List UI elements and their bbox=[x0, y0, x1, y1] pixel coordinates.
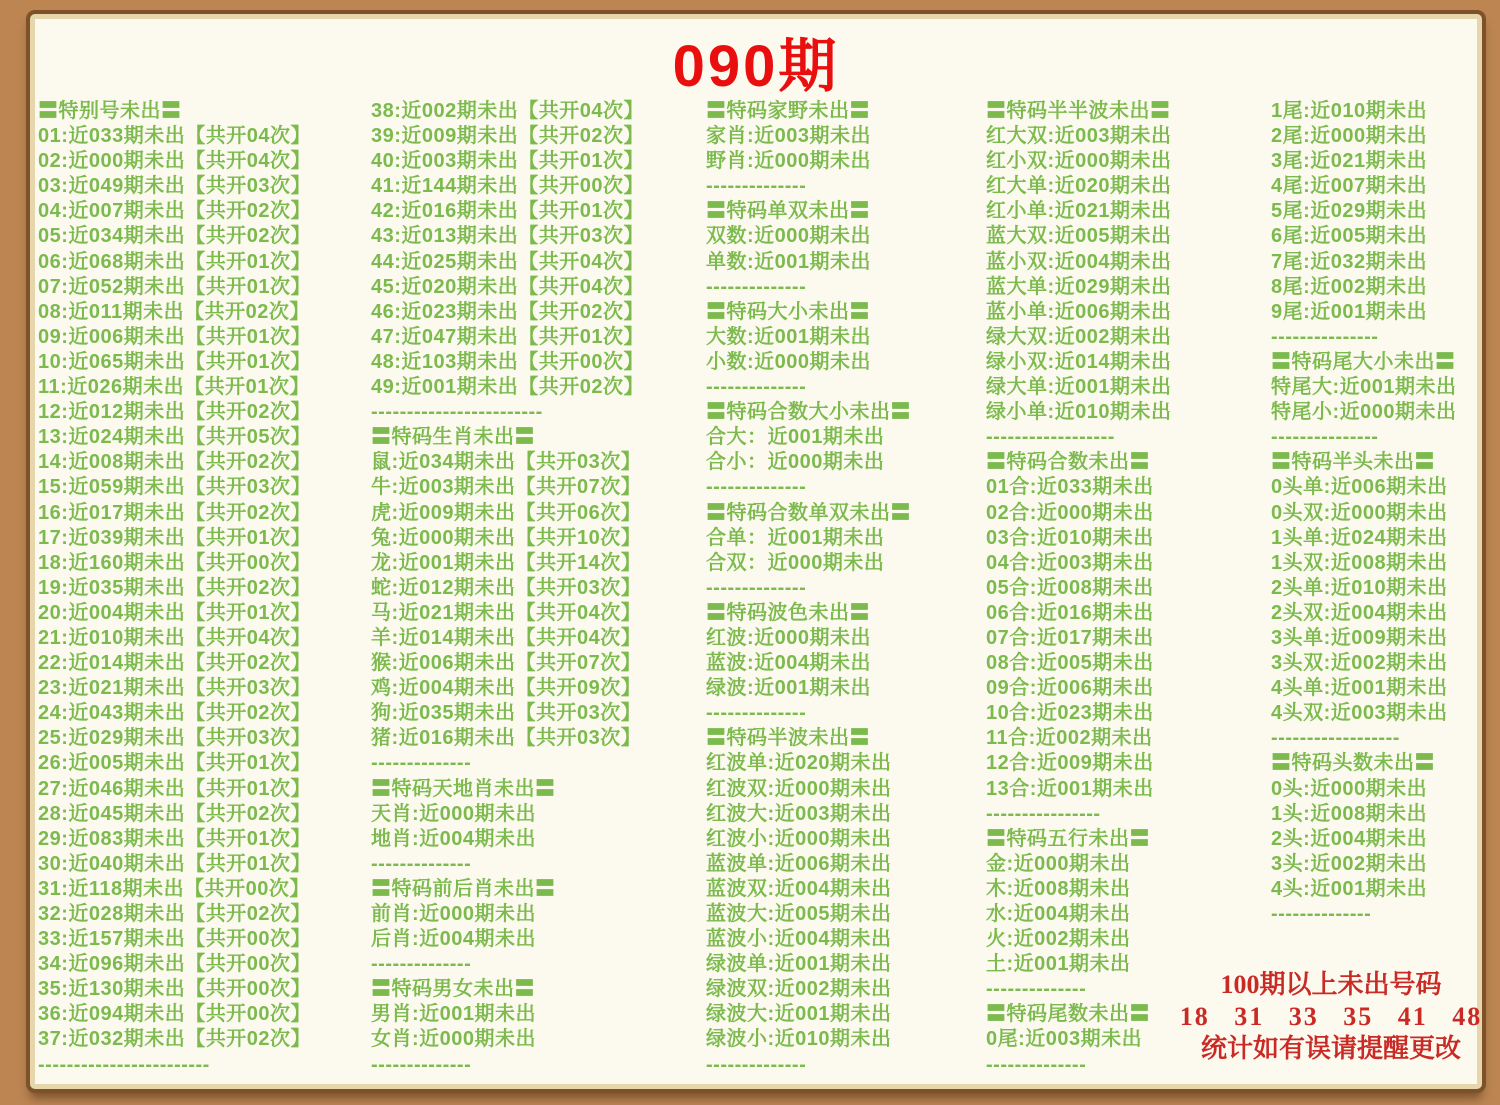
stat-line: -------------- bbox=[706, 275, 807, 298]
stat-line: 2头单:近010期未出 bbox=[1271, 576, 1448, 599]
stat-line: 龙:近001期未出【共开14次】 bbox=[371, 551, 642, 574]
stat-line: 〓特码半头未出〓 bbox=[1271, 451, 1435, 474]
stat-line: 1尾:近010期未出 bbox=[1271, 100, 1428, 122]
stat-line: 虎:近009期未出【共开06次】 bbox=[371, 501, 642, 524]
stat-line: 39:近009期未出【共开02次】 bbox=[371, 125, 645, 148]
framed-board bbox=[30, 14, 1482, 1089]
stat-line: 01合:近033期未出 bbox=[986, 476, 1154, 499]
stat-line: 06:近068期未出【共开01次】 bbox=[38, 250, 312, 273]
stat-line: 绿大单:近001期未出 bbox=[986, 376, 1172, 399]
stat-line: 〓特码男女未出〓 bbox=[371, 978, 535, 1001]
stat-line: 09合:近006期未出 bbox=[986, 677, 1154, 700]
stat-line: 01:近033期未出【共开04次】 bbox=[38, 125, 312, 148]
stat-line: 野肖:近000期未出 bbox=[706, 150, 872, 173]
stat-line: 天肖:近000期未出 bbox=[371, 802, 537, 825]
stat-line: 26:近005期未出【共开01次】 bbox=[38, 752, 312, 775]
stat-line: 7尾:近032期未出 bbox=[1271, 250, 1428, 273]
stat-line: 合双：近000期未出 bbox=[706, 551, 885, 574]
stat-line: 1头双:近008期未出 bbox=[1271, 551, 1448, 574]
stat-line: -------------- bbox=[986, 978, 1087, 1001]
stat-line: 06合:近016期未出 bbox=[986, 601, 1154, 624]
stat-line: 后肖:近004期未出 bbox=[371, 928, 537, 951]
stat-line: 14:近008期未出【共开02次】 bbox=[38, 451, 312, 474]
stat-line: -------------- bbox=[706, 476, 807, 499]
stat-line: 0头单:近006期未出 bbox=[1271, 476, 1448, 499]
stat-line: 红波小:近000期未出 bbox=[706, 827, 892, 850]
board-content bbox=[35, 19, 1483, 1084]
stat-line: 25:近029期未出【共开03次】 bbox=[38, 727, 312, 750]
stat-line: 兔:近000期未出【共开10次】 bbox=[371, 526, 642, 549]
stat-line: 38:近002期未出【共开04次】 bbox=[371, 100, 645, 122]
stat-line: 4头单:近001期未出 bbox=[1271, 677, 1448, 700]
stat-line: 男肖:近001期未出 bbox=[371, 1003, 537, 1026]
stat-line: 蓝小双:近004期未出 bbox=[986, 250, 1172, 273]
stat-line: 12合:近009期未出 bbox=[986, 752, 1154, 775]
stat-line: 红小单:近021期未出 bbox=[986, 200, 1172, 223]
stat-line: -------------- bbox=[706, 175, 807, 198]
stat-line: 地肖:近004期未出 bbox=[371, 827, 537, 850]
stat-line: -------------- bbox=[1271, 903, 1372, 925]
stat-line: 40:近003期未出【共开01次】 bbox=[371, 150, 645, 173]
stat-line: 〓特码尾数未出〓 bbox=[986, 1003, 1150, 1026]
stat-line: 马:近021期未出【共开04次】 bbox=[371, 601, 642, 624]
stat-line: 〓特码波色未出〓 bbox=[706, 601, 870, 624]
stat-line: 〓特码半波未出〓 bbox=[706, 727, 870, 750]
stat-line: -------------- bbox=[706, 576, 807, 599]
stat-line: -------------- bbox=[706, 376, 807, 399]
stat-line: 28:近045期未出【共开02次】 bbox=[38, 802, 312, 825]
stat-line: 小数:近000期未出 bbox=[706, 350, 872, 373]
stat-line: 2尾:近000期未出 bbox=[1271, 125, 1428, 148]
stat-line: 0头:近000期未出 bbox=[1271, 777, 1428, 800]
stat-line: 蓝大单:近029期未出 bbox=[986, 275, 1172, 298]
stat-line: 0头双:近000期未出 bbox=[1271, 501, 1448, 524]
stat-line: 单数:近001期未出 bbox=[706, 250, 872, 273]
stat-line: 蓝小单:近006期未出 bbox=[986, 300, 1172, 323]
stat-line: 33:近157期未出【共开00次】 bbox=[38, 928, 312, 951]
stat-line: 合单：近001期未出 bbox=[706, 526, 885, 549]
stat-line: 特尾大:近001期未出 bbox=[1271, 376, 1457, 399]
column-halfwave-sum-elements-tail bbox=[986, 99, 1172, 1078]
stat-line: 46:近023期未出【共开02次】 bbox=[371, 300, 645, 323]
stat-line: 鸡:近004期未出【共开09次】 bbox=[371, 677, 642, 700]
stat-line: -------------- bbox=[371, 852, 472, 875]
stat-line: ------------------ bbox=[1271, 727, 1400, 750]
stat-line: 10:近065期未出【共开01次】 bbox=[38, 350, 312, 373]
stat-line: 43:近013期未出【共开03次】 bbox=[371, 225, 645, 248]
stat-line: 〓特码前后肖未出〓 bbox=[371, 877, 556, 900]
column-home-wild-oddeven-size-wave bbox=[706, 99, 911, 1078]
stat-line: 03:近049期未出【共开03次】 bbox=[38, 175, 312, 198]
stat-line: 前肖:近000期未出 bbox=[371, 903, 537, 925]
stat-line: 41:近144期未出【共开00次】 bbox=[371, 175, 645, 198]
stat-line: 1头单:近024期未出 bbox=[1271, 526, 1448, 549]
stat-line: 44:近025期未出【共开04次】 bbox=[371, 250, 645, 273]
stat-line: 绿小单:近010期未出 bbox=[986, 401, 1172, 424]
stat-line: 绿波小:近010期未出 bbox=[706, 1028, 892, 1051]
stat-line: 3尾:近021期未出 bbox=[1271, 150, 1428, 173]
stat-line: -------------- bbox=[371, 752, 472, 775]
stat-line: 48:近103期未出【共开00次】 bbox=[371, 350, 645, 373]
stat-line: 47:近047期未出【共开01次】 bbox=[371, 325, 645, 348]
stat-line: 羊:近014期未出【共开04次】 bbox=[371, 626, 642, 649]
stat-line: 特尾小:近000期未出 bbox=[1271, 401, 1457, 424]
stat-line: 火:近002期未出 bbox=[986, 928, 1131, 951]
stat-line: 37:近032期未出【共开02次】 bbox=[38, 1028, 312, 1051]
stat-line: 31:近118期未出【共开00次】 bbox=[38, 877, 310, 900]
stat-line: 04合:近003期未出 bbox=[986, 551, 1154, 574]
stat-line: 07:近052期未出【共开01次】 bbox=[38, 275, 312, 298]
stat-line: 2头:近004期未出 bbox=[1271, 827, 1428, 850]
stat-line: 〓特码天地肖未出〓 bbox=[371, 777, 556, 800]
stat-line: 05合:近008期未出 bbox=[986, 576, 1154, 599]
stat-line: 红波单:近020期未出 bbox=[706, 752, 892, 775]
stat-line: 9尾:近001期未出 bbox=[1271, 300, 1428, 323]
stat-line: 08:近011期未出【共开02次】 bbox=[38, 300, 310, 323]
stat-line: -------------- bbox=[371, 1053, 472, 1076]
stat-line: 36:近094期未出【共开00次】 bbox=[38, 1003, 312, 1026]
stat-line: 13:近024期未出【共开05次】 bbox=[38, 426, 312, 449]
stat-line: ------------------------ bbox=[38, 1053, 210, 1076]
stat-line: 女肖:近000期未出 bbox=[371, 1028, 537, 1051]
stat-line: 1头:近008期未出 bbox=[1271, 802, 1428, 825]
stat-line: 蓝波小:近004期未出 bbox=[706, 928, 892, 951]
stat-line: 〓特码合数单双未出〓 bbox=[706, 501, 911, 524]
column-tails-heads bbox=[1271, 99, 1457, 927]
stat-line: 2头双:近004期未出 bbox=[1271, 601, 1448, 624]
stat-line: 〓特码家野未出〓 bbox=[706, 100, 870, 122]
stat-line: 红大单:近020期未出 bbox=[986, 175, 1172, 198]
stat-line: 34:近096期未出【共开00次】 bbox=[38, 953, 312, 976]
stat-line: -------------- bbox=[371, 953, 472, 976]
stat-line: 金:近000期未出 bbox=[986, 852, 1131, 875]
column-special-numbers-38-49-zodiac bbox=[371, 99, 644, 1078]
stat-line: --------------- bbox=[1271, 426, 1379, 449]
stat-line: 〓特别号未出〓 bbox=[38, 100, 182, 122]
stat-line: 11:近026期未出【共开01次】 bbox=[38, 376, 310, 399]
stat-line: 蓝波双:近004期未出 bbox=[706, 877, 892, 900]
stat-line: 18:近160期未出【共开00次】 bbox=[38, 551, 312, 574]
stat-line: 合小：近000期未出 bbox=[706, 451, 885, 474]
stat-line: 3头双:近002期未出 bbox=[1271, 652, 1448, 675]
stat-line: 15:近059期未出【共开03次】 bbox=[38, 476, 312, 499]
stat-line: ------------------ bbox=[986, 426, 1115, 449]
stat-line: 4尾:近007期未出 bbox=[1271, 175, 1428, 198]
stat-line: 6尾:近005期未出 bbox=[1271, 225, 1428, 248]
footer-note bbox=[1163, 969, 1499, 1065]
column-special-numbers-01-37 bbox=[38, 99, 311, 1078]
stat-line: 〓特码合数大小未出〓 bbox=[706, 401, 911, 424]
stat-line: 29:近083期未出【共开01次】 bbox=[38, 827, 312, 850]
stat-line: -------------- bbox=[706, 702, 807, 725]
stat-line: 0尾:近003期未出 bbox=[986, 1028, 1143, 1051]
stat-line: 03合:近010期未出 bbox=[986, 526, 1154, 549]
stat-line: 02:近000期未出【共开04次】 bbox=[38, 150, 312, 173]
stat-line: 绿波单:近001期未出 bbox=[706, 953, 892, 976]
stat-line: 土:近001期未出 bbox=[986, 953, 1131, 976]
stat-line: 〓特码单双未出〓 bbox=[706, 200, 870, 223]
stat-line: 双数:近000期未出 bbox=[706, 225, 872, 248]
footer-line-3: 统计如有误请提醒更改 bbox=[1200, 1034, 1461, 1063]
stat-line: 狗:近035期未出【共开03次】 bbox=[371, 702, 642, 725]
stat-line: 家肖:近003期未出 bbox=[706, 125, 872, 148]
stat-line: 〓特码合数未出〓 bbox=[986, 451, 1150, 474]
stat-line: 〓特码五行未出〓 bbox=[986, 827, 1150, 850]
stat-line: 16:近017期未出【共开02次】 bbox=[38, 501, 312, 524]
stat-line: 蓝波:近004期未出 bbox=[706, 652, 872, 675]
stat-line: 12:近012期未出【共开02次】 bbox=[38, 401, 312, 424]
stat-line: 〓特码头数未出〓 bbox=[1271, 752, 1435, 775]
stat-line: 4头:近001期未出 bbox=[1271, 877, 1428, 900]
stat-line: 木:近008期未出 bbox=[986, 877, 1131, 900]
stat-line: 08合:近005期未出 bbox=[986, 652, 1154, 675]
stat-line: 30:近040期未出【共开01次】 bbox=[38, 852, 312, 875]
stat-line: 合大：近001期未出 bbox=[706, 426, 885, 449]
footer-line-1: 100期以上未出号码 bbox=[1220, 970, 1442, 999]
stat-line: 27:近046期未出【共开01次】 bbox=[38, 777, 312, 800]
stat-line: 〓特码生肖未出〓 bbox=[371, 426, 535, 449]
stat-line: 04:近007期未出【共开02次】 bbox=[38, 200, 312, 223]
stat-line: 10合:近023期未出 bbox=[986, 702, 1154, 725]
stat-line: 21:近010期未出【共开04次】 bbox=[38, 626, 312, 649]
stat-line: 蓝波单:近006期未出 bbox=[706, 852, 892, 875]
stat-line: 红波大:近003期未出 bbox=[706, 802, 892, 825]
stat-line: 〓特码大小未出〓 bbox=[706, 300, 870, 323]
stat-line: ---------------- bbox=[986, 802, 1101, 825]
stat-line: 20:近004期未出【共开01次】 bbox=[38, 601, 312, 624]
stat-line: 鼠:近034期未出【共开03次】 bbox=[371, 451, 642, 474]
stat-line: 02合:近000期未出 bbox=[986, 501, 1154, 524]
stat-line: 红波:近000期未出 bbox=[706, 626, 872, 649]
stat-line: 35:近130期未出【共开00次】 bbox=[38, 978, 312, 1001]
stat-line: 蛇:近012期未出【共开03次】 bbox=[371, 576, 642, 599]
stat-line: 09:近006期未出【共开01次】 bbox=[38, 325, 312, 348]
stat-line: 3头:近002期未出 bbox=[1271, 852, 1428, 875]
stat-line: 42:近016期未出【共开01次】 bbox=[371, 200, 645, 223]
stat-line: 牛:近003期未出【共开07次】 bbox=[371, 476, 642, 499]
stat-line: 〓特码半半波未出〓 bbox=[986, 100, 1171, 122]
stat-line: 17:近039期未出【共开01次】 bbox=[38, 526, 312, 549]
stat-line: 07合:近017期未出 bbox=[986, 626, 1154, 649]
stat-line: 5尾:近029期未出 bbox=[1271, 200, 1428, 223]
stat-line: 猴:近006期未出【共开07次】 bbox=[371, 652, 642, 675]
stat-line: 〓特码尾大小未出〓 bbox=[1271, 350, 1456, 373]
stat-line: ------------------------ bbox=[371, 401, 543, 424]
stat-line: 11合:近002期未出 bbox=[986, 727, 1153, 750]
stat-line: 大数:近001期未出 bbox=[706, 325, 872, 348]
stat-line: 49:近001期未出【共开02次】 bbox=[371, 376, 645, 399]
stat-line: 绿小双:近014期未出 bbox=[986, 350, 1172, 373]
stat-line: 24:近043期未出【共开02次】 bbox=[38, 702, 312, 725]
stat-line: 32:近028期未出【共开02次】 bbox=[38, 903, 312, 925]
stat-line: 19:近035期未出【共开02次】 bbox=[38, 576, 312, 599]
stat-line: --------------- bbox=[1271, 325, 1379, 348]
page-title: 090期 bbox=[672, 34, 840, 99]
stat-line: 8尾:近002期未出 bbox=[1271, 275, 1428, 298]
stat-line: 13合:近001期未出 bbox=[986, 777, 1154, 800]
stat-line: -------------- bbox=[706, 1053, 807, 1076]
stat-line: 05:近034期未出【共开02次】 bbox=[38, 225, 312, 248]
stat-line: 3头单:近009期未出 bbox=[1271, 626, 1448, 649]
stat-line: 23:近021期未出【共开03次】 bbox=[38, 677, 312, 700]
stat-line: 45:近020期未出【共开04次】 bbox=[371, 275, 645, 298]
stat-line: 绿大双:近002期未出 bbox=[986, 325, 1172, 348]
stat-line: 蓝大双:近005期未出 bbox=[986, 225, 1172, 248]
stat-line: 4头双:近003期未出 bbox=[1271, 702, 1448, 725]
stat-line: 绿波:近001期未出 bbox=[706, 677, 872, 700]
stat-line: -------------- bbox=[986, 1053, 1087, 1076]
stat-line: 绿波大:近001期未出 bbox=[706, 1003, 892, 1026]
stat-line: 22:近014期未出【共开02次】 bbox=[38, 652, 312, 675]
stat-line: 红小双:近000期未出 bbox=[986, 150, 1172, 173]
stat-line: 红大双:近003期未出 bbox=[986, 125, 1172, 148]
stat-line: 水:近004期未出 bbox=[986, 903, 1131, 925]
stat-line: 红波双:近000期未出 bbox=[706, 777, 892, 800]
stat-line: 绿波双:近002期未出 bbox=[706, 978, 892, 1001]
footer-overdue-numbers: 18 31 33 35 41 48 bbox=[1179, 1002, 1483, 1031]
stat-line: 猪:近016期未出【共开03次】 bbox=[371, 727, 642, 750]
stat-line: 蓝波大:近005期未出 bbox=[706, 903, 892, 925]
